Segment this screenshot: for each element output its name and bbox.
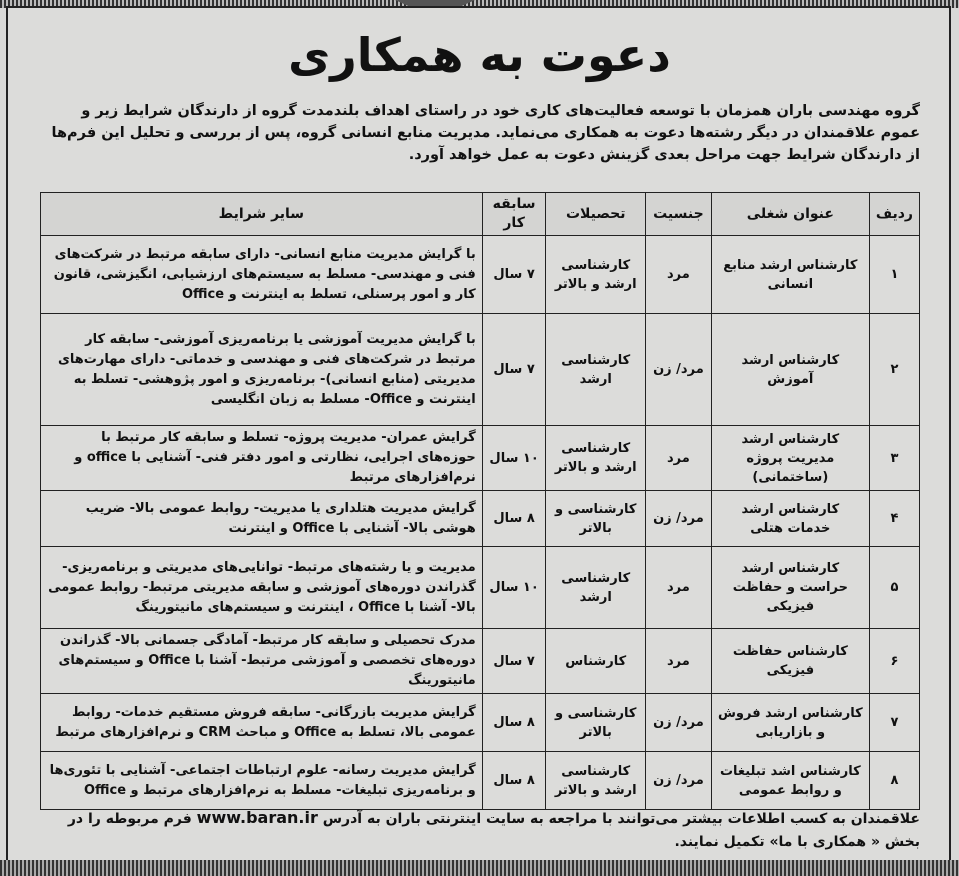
cell-job-title: کارشناس ارشد حراست و حفاظت فیزیکی xyxy=(711,547,869,629)
cell-job-title: کارشناس ارشد فروش و بازاریابی xyxy=(711,694,869,752)
jobs-table xyxy=(40,192,920,810)
table-row xyxy=(41,236,920,314)
cell-education: کارشناسی ارشد xyxy=(546,314,645,426)
cell-experience: ۱۰ سال xyxy=(482,547,546,629)
header-conditions: سایر شرایط xyxy=(41,193,483,236)
cell-conditions: گرایش مدیریت بازرگانی- سابقه فروش مستقیم خدمات- روابط عمومی بالا، تسلط به Office و مباحث CRM و نرم‌افزارهای مرتبط xyxy=(41,694,483,752)
footer-text-2: فرم مربوطه را در بخش « همکاری با ما» تکمیل نمایند. xyxy=(67,811,920,850)
cell-conditions: گرایش مدیریت هتلداری یا مدیریت- روابط عمومی بالا- ضریب هوشی بالا- آشنایی با Office و اینترنت xyxy=(41,491,483,547)
cell-gender: مرد/ زن xyxy=(645,314,711,426)
intro-paragraph xyxy=(40,100,920,166)
cell-row-number: ۸ xyxy=(869,752,919,810)
cell-job-title: کارشناس حفاظت فیزیکی xyxy=(711,629,869,694)
header-gender: جنسیت xyxy=(645,193,711,236)
cell-row-number: ۳ xyxy=(869,426,919,491)
cell-job-title: کارشناس ارشد مدیریت پروژه (ساختمانی) xyxy=(711,426,869,491)
table-header-row xyxy=(41,193,920,236)
cell-gender: مرد xyxy=(645,629,711,694)
cell-education: کارشناسی ارشد و بالاتر xyxy=(546,752,645,810)
cell-experience: ۷ سال xyxy=(482,236,546,314)
cell-experience: ۸ سال xyxy=(482,491,546,547)
header-row-number: ردیف xyxy=(869,193,919,236)
table-row xyxy=(41,752,920,810)
website-link[interactable]: www.baran.ir xyxy=(196,808,318,827)
page-title: دعوت به همکاری xyxy=(288,28,671,82)
table-row xyxy=(41,426,920,491)
bottom-border xyxy=(0,860,959,876)
cell-education: کارشناسی ارشد و بالاتر xyxy=(546,236,645,314)
cell-conditions: با گرایش مدیریت منابع انسانی- دارای سابقه مرتبط در شرکت‌های فنی و مهندسی- مسلط به سیستم‌های ارزشیابی، انگیزشی، قانون کار و امور پرسنلی، تسلط به اینترنت و Office xyxy=(41,236,483,314)
header-experience: سابقه کار xyxy=(482,193,546,236)
cell-conditions: مدرک تحصیلی و سابقه کار مرتبط- آمادگی جسمانی بالا- گذراندن دوره‌های تخصصی و آموزشی مرتبط- آشنا با Office و سیستم‌های مانیتورینگ xyxy=(41,629,483,694)
cell-conditions: گرایش عمران- مدیریت پروژه- تسلط و سابقه کار مرتبط با حوزه‌های اجرایی، نظارتی و امور دفتر فنی- آشنایی با office و نرم‌افزارهای مرتبط xyxy=(41,426,483,491)
cell-job-title: کارشناس ارشد خدمات هتلی xyxy=(711,491,869,547)
cell-education: کارشناسی و بالاتر xyxy=(546,694,645,752)
cell-row-number: ۵ xyxy=(869,547,919,629)
cell-education: کارشناسی ارشد و بالاتر xyxy=(546,426,645,491)
cell-conditions: با گرایش مدیریت آموزشی یا برنامه‌ریزی آموزشی- سابقه کار مرتبط در شرکت‌های فنی و مهندسی و خدماتی- دارای مهارت‌های مدیریتی (منابع انسانی)- برنامه‌ریزی و امور پژوهشی- تسلط به اینترنت و Office- مسلط به زبان انگلیسی xyxy=(41,314,483,426)
cell-row-number: ۴ xyxy=(869,491,919,547)
cell-experience: ۷ سال xyxy=(482,629,546,694)
cell-job-title: کارشناس اشد تبلیغات و روابط عمومی xyxy=(711,752,869,810)
cell-job-title: کارشناس ارشد منابع انسانی xyxy=(711,236,869,314)
cell-education: کارشناسی ارشد xyxy=(546,547,645,629)
footer-text-1: علاقمندان به کسب اطلاعات بیشتر می‌توانند با مراجعه به سایت اینترنتی باران به آدرس xyxy=(317,811,920,827)
table-row xyxy=(41,629,920,694)
footer-note xyxy=(40,806,920,854)
cell-gender: مرد xyxy=(645,547,711,629)
cell-conditions: مدیریت و یا رشته‌های مرتبط- توانایی‌های مدیریتی و برنامه‌ریزی- گذراندن دوره‌های آموزشی و سابقه مدیریتی مرتبط- روابط عمومی بالا- آشنا با Office ، اینترنت و سیستم‌های مانیتورینگ xyxy=(41,547,483,629)
cell-experience: ۱۰ سال xyxy=(482,426,546,491)
cell-education: کارشناس xyxy=(546,629,645,694)
intro-text: همزمان با توسعه فعالیت‌های کاری خود در راستای اهداف بلندمدت گروه از دارندگان شرایط زیر و عموم علاقمندان در دیگر رشته‌ها دعوت به همکاری می‌نماید. مدیریت منابع انسانی گروه، پس از بررسی و تحلیل این فرم‌ها از دارندگان شرایط جهت مراحل بعدی گزینش دعوت به عمل خواهد آورد. xyxy=(51,103,920,163)
cell-gender: مرد/ زن xyxy=(645,752,711,810)
cell-job-title: کارشناس ارشد آموزش xyxy=(711,314,869,426)
cell-conditions: گرایش مدیریت رسانه- علوم ارتباطات اجتماعی- آشنایی با تئوری‌ها و برنامه‌ریزی تبلیغات- مسلط به نرم‌افزارهای مرتبط و Office xyxy=(41,752,483,810)
cell-gender: مرد/ زن xyxy=(645,694,711,752)
cell-row-number: ۶ xyxy=(869,629,919,694)
cell-gender: مرد/ زن xyxy=(645,491,711,547)
cell-education: کارشناسی و بالاتر xyxy=(546,491,645,547)
cell-experience: ۸ سال xyxy=(482,694,546,752)
cell-experience: ۷ سال xyxy=(482,314,546,426)
cell-gender: مرد xyxy=(645,426,711,491)
table-row xyxy=(41,314,920,426)
table-row xyxy=(41,547,920,629)
table-row xyxy=(41,694,920,752)
company-name: گروه مهندسی باران xyxy=(776,103,920,119)
cell-gender: مرد xyxy=(645,236,711,314)
table-row xyxy=(41,491,920,547)
header-job-title: عنوان شغلی xyxy=(711,193,869,236)
cell-row-number: ۲ xyxy=(869,314,919,426)
cell-row-number: ۷ xyxy=(869,694,919,752)
cell-experience: ۸ سال xyxy=(482,752,546,810)
header-education: تحصیلات xyxy=(546,193,645,236)
cell-row-number: ۱ xyxy=(869,236,919,314)
